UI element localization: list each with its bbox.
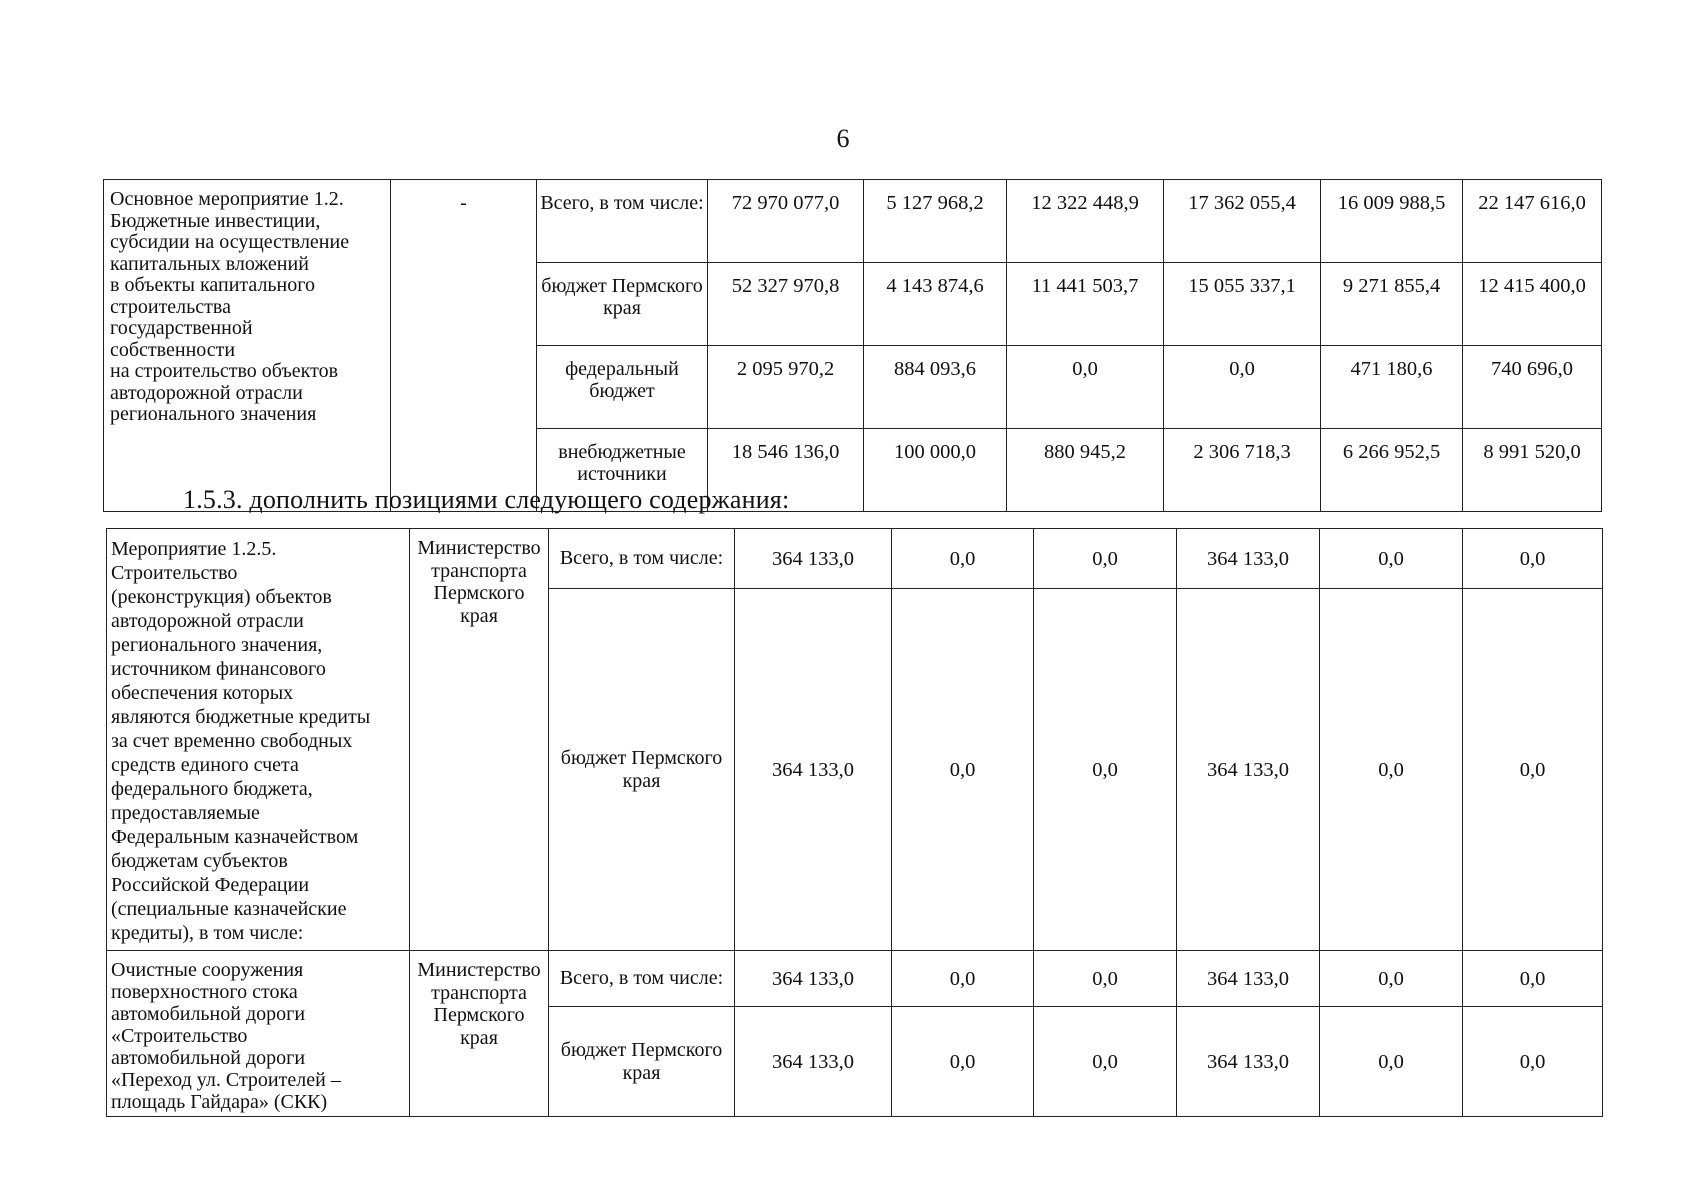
measure-line: государственной xyxy=(110,317,253,339)
value-cell: 884 093,6 xyxy=(864,346,1007,429)
value-cell: 364 133,0 xyxy=(1177,951,1320,1007)
value-cell: 364 133,0 xyxy=(735,951,892,1007)
measure-line: Бюджетные инвестиции, xyxy=(110,209,321,232)
value-cell: 11 441 503,7 xyxy=(1007,263,1164,346)
measure-line: строительства xyxy=(110,295,231,318)
value-cell: 72 970 077,0 xyxy=(708,180,864,263)
value-cell: 8 991 520,0 xyxy=(1463,429,1602,512)
value-cell: 9 271 855,4 xyxy=(1321,263,1463,346)
measure-description-cell xyxy=(107,951,410,1117)
responsible-line: края xyxy=(460,1026,498,1049)
value-cell: 880 945,2 xyxy=(1007,429,1164,512)
value-cell: 0,0 xyxy=(1463,1007,1603,1117)
responsible-line: Пермского xyxy=(433,1004,525,1026)
value-cell: 0,0 xyxy=(1463,951,1603,1007)
measure-line: предоставляемые xyxy=(111,802,260,824)
funding-source-cell: Всего, в том числе: xyxy=(549,529,735,589)
value-cell: 471 180,6 xyxy=(1321,346,1463,429)
measure-description-cell xyxy=(107,529,410,951)
value-cell: 0,0 xyxy=(1320,529,1463,589)
measure-line: площадь Гайдара» (СКК) xyxy=(111,1091,328,1113)
responsible-cell xyxy=(410,529,549,951)
value-cell: 0,0 xyxy=(892,529,1034,589)
measure-line: «Переход ул. Строителей – xyxy=(111,1069,341,1091)
measure-line: Основное мероприятие 1.2. xyxy=(110,188,344,210)
measure-line: автодорожной отрасли xyxy=(111,610,304,632)
value-cell: 0,0 xyxy=(1320,1007,1463,1117)
value-cell: 0,0 xyxy=(1034,1007,1177,1117)
measure-line: регионального значения, xyxy=(111,634,323,656)
measure-line: автомобильной дороги xyxy=(111,1047,306,1069)
value-cell: 0,0 xyxy=(892,589,1034,951)
value-cell: 740 696,0 xyxy=(1463,346,1602,429)
measure-line: в объекты капитального xyxy=(110,274,315,296)
funding-source-cell: бюджет Пермского края xyxy=(549,589,735,951)
measure-line: «Строительство xyxy=(111,1025,248,1047)
value-cell: 0,0 xyxy=(1007,346,1164,429)
funding-source-cell: Всего, в том числе: xyxy=(549,951,735,1007)
responsible-line: Министерство xyxy=(417,959,541,981)
funding-source-cell: федеральный бюджет xyxy=(537,346,708,429)
value-cell: 0,0 xyxy=(892,951,1034,1007)
measure-line: федерального бюджета, xyxy=(111,778,313,800)
measure-line: бюджетам субъектов xyxy=(111,850,288,872)
measure-line: автомобильной дороги xyxy=(111,1003,306,1025)
value-cell: 18 546 136,0 xyxy=(708,429,864,512)
value-cell: 364 133,0 xyxy=(1177,589,1320,951)
value-cell: 0,0 xyxy=(1034,951,1177,1007)
value-cell: 0,0 xyxy=(1034,589,1177,951)
responsible-cell: - xyxy=(391,180,537,512)
table-row xyxy=(107,951,1603,1007)
measure-line: поверхностного стока xyxy=(111,981,298,1003)
table-row xyxy=(107,529,1603,589)
page-number: 6 xyxy=(836,124,850,153)
value-cell: 52 327 970,8 xyxy=(708,263,864,346)
value-cell: 12 322 448,9 xyxy=(1007,180,1164,263)
budget-table-added-positions xyxy=(106,528,1603,1117)
value-cell: 2 306 718,3 xyxy=(1164,429,1321,512)
measure-line: собственности xyxy=(110,338,236,361)
table-row xyxy=(104,180,1602,263)
measure-line: Федеральным казначейством xyxy=(111,826,359,848)
measure-line: (специальные казначейские xyxy=(111,898,347,920)
value-cell: 364 133,0 xyxy=(735,589,892,951)
measure-line: источником финансового xyxy=(111,658,326,680)
budget-table-main-measure xyxy=(103,179,1602,512)
responsible-line: Министерство xyxy=(417,537,541,559)
value-cell: 100 000,0 xyxy=(864,429,1007,512)
measure-line: на строительство объектов xyxy=(110,360,339,382)
measure-line: Строительство xyxy=(111,562,238,584)
measure-line: капитальных вложений xyxy=(110,252,309,275)
measure-line: являются бюджетные кредиты xyxy=(111,706,371,728)
measure-line: Очистные сооружения xyxy=(111,959,304,981)
funding-source-cell: бюджет Пермского края xyxy=(549,1007,735,1117)
value-cell: 0,0 xyxy=(1463,589,1603,951)
value-cell: 22 147 616,0 xyxy=(1463,180,1602,263)
responsible-line: транспорта xyxy=(431,981,527,1004)
responsible-line: Пермского xyxy=(433,582,525,604)
measure-description-cell xyxy=(104,180,391,512)
measure-line: кредиты), в том числе: xyxy=(111,922,304,944)
value-cell: 364 133,0 xyxy=(1177,529,1320,589)
value-cell: 0,0 xyxy=(1320,589,1463,951)
measure-line: субсидии на осуществление xyxy=(110,231,350,253)
value-cell: 6 266 952,5 xyxy=(1321,429,1463,512)
measure-line: средств единого счета xyxy=(111,754,299,776)
value-cell: 0,0 xyxy=(892,1007,1034,1117)
responsible-line: края xyxy=(460,604,498,627)
value-cell: 364 133,0 xyxy=(1177,1007,1320,1117)
section-heading: 1.5.3. дополнить позициями следующего содержания: xyxy=(183,485,790,514)
value-cell: 0,0 xyxy=(1463,529,1603,589)
funding-source-cell: бюджет Пермского края xyxy=(537,263,708,346)
measure-line: регионального значения xyxy=(110,403,317,425)
value-cell: 0,0 xyxy=(1034,529,1177,589)
value-cell: 5 127 968,2 xyxy=(864,180,1007,263)
value-cell: 4 143 874,6 xyxy=(864,263,1007,346)
measure-line: автодорожной отрасли xyxy=(110,381,303,404)
value-cell: 364 133,0 xyxy=(735,529,892,589)
value-cell: 12 415 400,0 xyxy=(1463,263,1602,346)
value-cell: 15 055 337,1 xyxy=(1164,263,1321,346)
value-cell: 16 009 988,5 xyxy=(1321,180,1463,263)
measure-line: за счет временно свободных xyxy=(111,730,353,752)
responsible-cell xyxy=(410,951,549,1117)
value-cell: 0,0 xyxy=(1164,346,1321,429)
value-cell: 364 133,0 xyxy=(735,1007,892,1117)
value-cell: 0,0 xyxy=(1320,951,1463,1007)
measure-line: Мероприятие 1.2.5. xyxy=(111,538,277,560)
funding-source-cell: Всего, в том числе: xyxy=(537,180,708,263)
measure-line: (реконструкция) объектов xyxy=(111,586,332,608)
measure-line: обеспечения которых xyxy=(111,682,294,704)
measure-line: Российской Федерации xyxy=(111,874,310,896)
funding-source-cell: внебюджетные источники xyxy=(537,429,708,512)
responsible-line: транспорта xyxy=(431,559,527,582)
value-cell: 2 095 970,2 xyxy=(708,346,864,429)
value-cell: 17 362 055,4 xyxy=(1164,180,1321,263)
